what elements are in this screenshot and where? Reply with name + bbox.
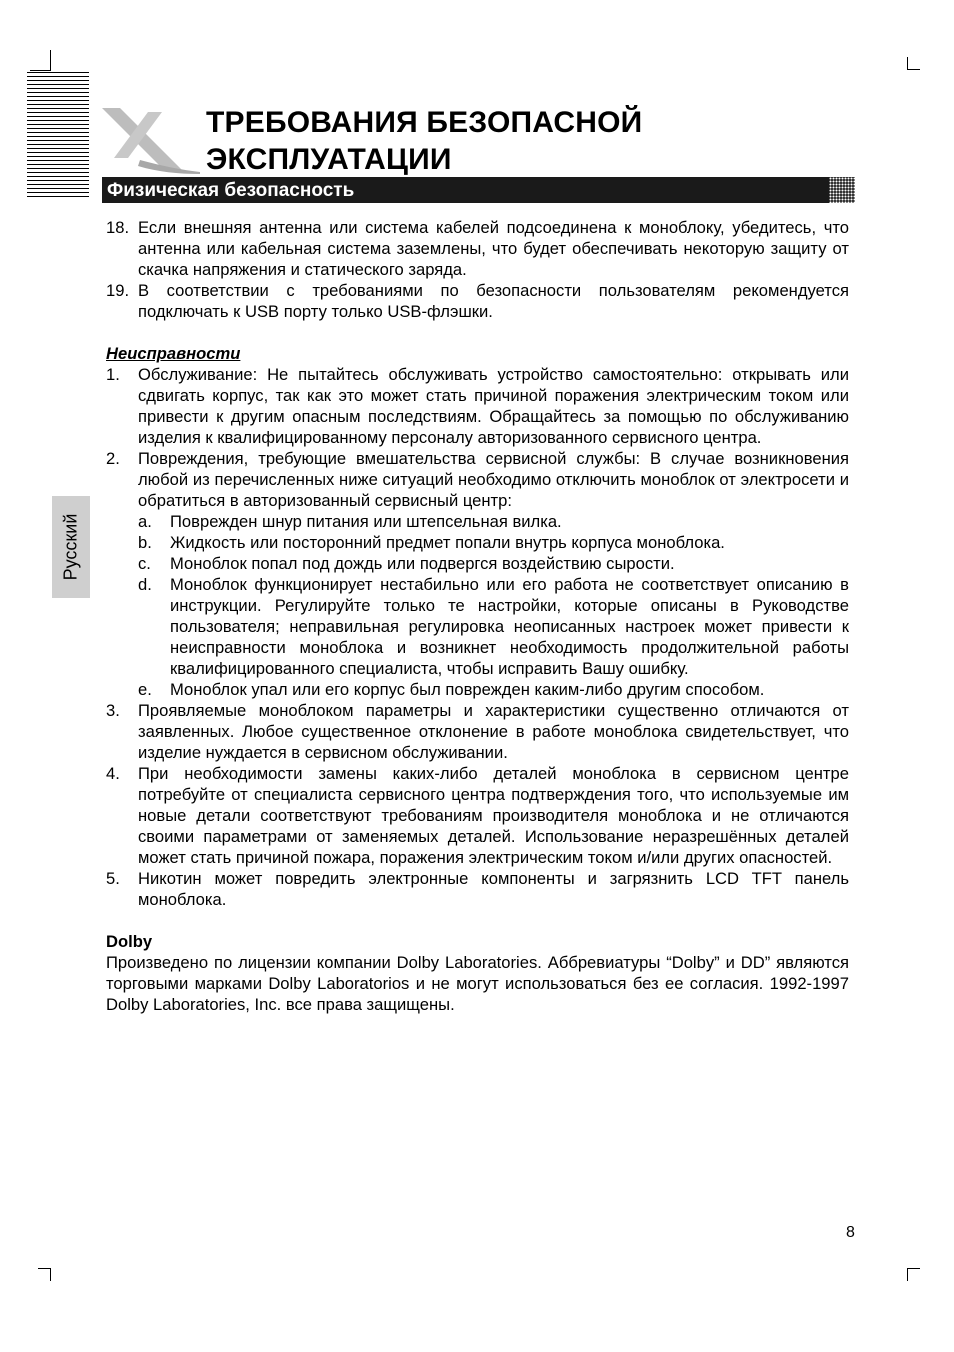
- language-tab: [52, 496, 90, 598]
- crop-mark-top-right-h: [907, 69, 920, 70]
- sub-item-text: Моноблок попал под дождь или подвергся воздействию сырости.: [170, 554, 675, 573]
- item-number: 4.: [106, 764, 120, 783]
- spacer: [106, 910, 849, 931]
- item-text: Никотин может повредить электронные компоненты и загрязнить LCD TFT панель моноблока.: [138, 869, 849, 909]
- spacer: [106, 322, 849, 343]
- sub-item-letter: e.: [138, 680, 152, 699]
- sub-item-letter: c.: [138, 554, 151, 573]
- sub-list-item: [106, 511, 849, 532]
- sub-list-item: [106, 553, 849, 574]
- item-number: 1.: [106, 365, 120, 384]
- dolby-heading: Dolby: [106, 932, 153, 951]
- item-number: 19.: [106, 281, 130, 300]
- faults-heading: Неисправности: [106, 344, 241, 363]
- title-line-2: ЭКСПЛУАТАЦИИ: [206, 143, 452, 176]
- item-number: 2.: [106, 449, 120, 468]
- item-text: Проявляемые моноблоком параметры и характеристики существенно отличаются от заявленных. Любое существенное отклонение в работе моноблока свидетельствует, что изделие нуждается в сервисном обслуживании.: [138, 701, 849, 762]
- item-text: Если внешняя антенна или система кабелей подсоединена к моноблоку, убедитесь, что антенна или кабельная система заземлены, что будет обеспечивать некоторую защиту от скачка напряжения и статического заряда.: [138, 218, 849, 279]
- page-number: 8: [846, 1224, 855, 1241]
- title-line-1: ТРЕБОВАНИЯ БЕЗОПАСНОЙ: [206, 106, 643, 139]
- list-item: [106, 448, 849, 511]
- crop-mark-bottom-right: [907, 1268, 908, 1281]
- item-text: При необходимости замены каких-либо деталей моноблока в сервисном центре потребуйте от специалиста сервисного центра подтверждения того, что используемые им новые детали соответствуют требованиям производителя моноблока и не отличаются своими параметрами от заменяемых деталей. Использование неразрешённых деталей может стать причиной пожара, поражения электрическим током и/или других опасностей.: [138, 764, 849, 867]
- item-number: 5.: [106, 869, 120, 888]
- header-stripes: [27, 72, 89, 199]
- sub-item-letter: b.: [138, 533, 152, 552]
- sub-list-item: [106, 532, 849, 553]
- list-item: [106, 763, 849, 868]
- crop-mark-bottom-left: [50, 1268, 51, 1281]
- language-tab-label: Русский: [60, 513, 81, 581]
- list-item: [106, 364, 849, 448]
- page-title: [206, 104, 642, 178]
- crop-mark-bottom-right-h: [907, 1268, 920, 1269]
- item-text: В соответствии с требованиями по безопасности пользователям рекомендуется подключать к USB порту только USB-флэшки.: [138, 281, 849, 321]
- sub-item-text: Жидкость или посторонний предмет попали внутрь корпуса моноблока.: [170, 533, 725, 552]
- crop-mark-top-left: [50, 50, 51, 71]
- sub-item-letter: d.: [138, 575, 152, 594]
- item-text: Обслуживание: Не пытайтесь обслуживать устройство самостоятельно: открывать или сдвигать корпус, так как это может стать причиной поражения электрическим током или привести к другим опасным последствиям. Обращайтесь за помощью по обслуживанию изделия к квалифицированному персоналу авторизованного сервисного центра.: [138, 365, 849, 447]
- sub-item-text: Моноблок упал или его корпус был поврежден каким-либо другим способом.: [170, 680, 765, 699]
- section-header-bar: [102, 177, 855, 203]
- sub-item-text: Моноблок функционирует нестабильно или его работа не соответствует описанию в инструкции. Регулируйте только те настройки, которые описаны в Руководстве пользователя; неправильная регулировка неописанных настроек может привести к неисправности моноблока и возникнет необходимость продолжительной работы квалифицированного специалиста, чтобы исправить Вашу ошибку.: [170, 575, 849, 678]
- sub-list-item: [106, 679, 849, 700]
- crop-mark-bottom-left-h: [38, 1268, 51, 1269]
- main-content: [106, 217, 849, 1015]
- section-title: Физическая безопасность: [107, 180, 355, 201]
- item-number: 3.: [106, 701, 120, 720]
- list-item: [106, 700, 849, 763]
- sub-item-letter: a.: [138, 512, 152, 531]
- list-item: [106, 280, 849, 322]
- list-item: [106, 868, 849, 910]
- item-text: Повреждения, требующие вмешательства сервисной службы: В случае возникновения любой из перечисленных ниже ситуаций необходимо отключить моноблок от электросети и обратиться в авторизованный сервисный центр:: [138, 449, 849, 510]
- item-number: 18.: [106, 218, 130, 237]
- x-logo-icon: [92, 100, 202, 180]
- sub-list-item: [106, 574, 849, 679]
- sub-item-text: Поврежден шнур питания или штепсельная вилка.: [170, 512, 562, 531]
- list-item: [106, 217, 849, 280]
- crop-mark-top-left-h: [30, 70, 51, 71]
- halftone-pattern: [829, 177, 855, 203]
- dolby-paragraph: Произведено по лицензии компании Dolby Laboratories. Аббревиатуры “Dolby” и DD” являются торговыми марками Dolby Laboratorios и не могут использоваться без ее согласия. 1992-1997 Dolby Laboratories, Inc. все права защищены.: [106, 953, 849, 1014]
